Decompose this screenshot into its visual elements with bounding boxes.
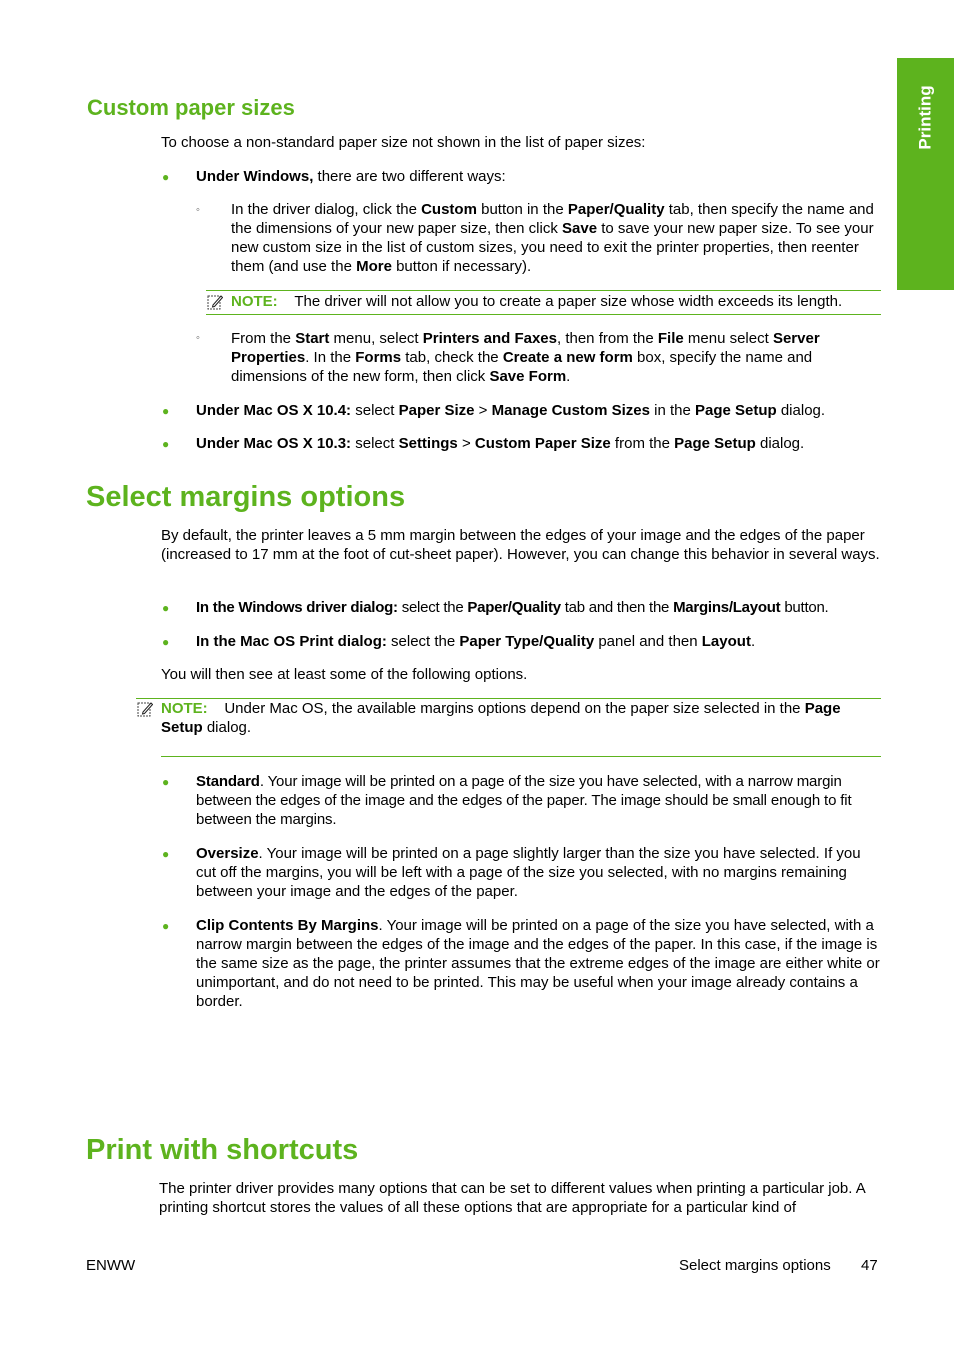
option-standard: Standard. Your image will be printed on a page of the size you have selected, with a narrow margin between the edges of the image and the edges of the paper. The image should be small enough to fit between the margins. xyxy=(196,773,852,828)
footer-section: Select margins options xyxy=(679,1257,831,1274)
footer-left: ENWW xyxy=(86,1257,136,1274)
heading-print-with-shortcuts: Print with shortcuts xyxy=(86,1134,359,1166)
heading-select-margins-options: Select margins options xyxy=(86,481,406,513)
note1: NOTE: The driver will not allow you to create a paper size whose width exceeds its length. xyxy=(231,293,843,310)
note2: NOTE: Under Mac OS, the available margins options depend on the paper size selected in the Page Setup dialog. xyxy=(161,700,841,736)
note1-top-rule xyxy=(206,290,881,291)
heading-custom-paper-sizes: Custom paper sizes xyxy=(87,95,295,120)
sub-bullet-icon: ◦ xyxy=(196,332,200,344)
footer-page-number: 47 xyxy=(861,1257,878,1274)
margins-after: You will then see at least some of the following options. xyxy=(161,666,528,683)
side-tab xyxy=(897,58,954,290)
custom-intro: To choose a non-standard paper size not shown in the list of paper sizes: xyxy=(161,134,646,151)
bullet-icon: ● xyxy=(162,635,170,649)
note1-bottom-rule xyxy=(206,314,881,315)
sub-bullet-driver-dialog: In the driver dialog, click the Custom button in the Paper/Quality tab, then specify the name and the dimensions of your new paper size, then click Save to save your new paper size. To see your new custom size in the list of custom sizes, you need to exit the printer properties, then reenter them (and use the More button if necessary). xyxy=(231,201,874,275)
bullet-icon: ● xyxy=(162,847,170,861)
option-oversize: Oversize. Your image will be printed on a page slightly larger than the size you have selected. If you cut off the margins, you will be left with a page of the size you selected, with no margins remaining between your image and the edges of the paper. xyxy=(196,845,861,900)
sub-bullet-start-menu: From the Start menu, select Printers and Faxes, then from the File menu select Server Properties. In the Forms tab, check the Create a new form box, specify the name and dimensions of the new form, then click Save Form. xyxy=(231,330,820,385)
bullet-mac-104: Under Mac OS X 10.4: select Paper Size > Manage Custom Sizes in the Page Setup dialog. xyxy=(196,402,826,419)
sub-bullet-icon: ◦ xyxy=(196,204,200,216)
shortcuts-intro: The printer driver provides many options that can be set to different values when printing a particular job. A printing shortcut stores the values of all these options that are appropriate for a particular kind of xyxy=(159,1180,865,1216)
note-icon xyxy=(137,701,153,717)
margins-intro: By default, the printer leaves a 5 mm margin between the edges of your image and the edges of the paper (increased to 17 mm at the foot of cut-sheet paper). However, you can change this behavior in several ways. xyxy=(161,527,880,563)
option-clip-contents: Clip Contents By Margins. Your image will be printed on a page of the size you have selected, with a narrow margin between the edges of the image and the edges of the paper. In this case, if the image is the same size as the page, the printer assumes that the extreme edges of the image are either white or unimportant, and do not need to be printed. This may be useful when your image already contains a border. xyxy=(196,917,880,1010)
note-icon xyxy=(207,294,223,310)
bullet-icon: ● xyxy=(162,437,170,451)
note2-bottom-rule xyxy=(161,756,881,757)
side-tab-label: Printing xyxy=(916,85,935,150)
bullet-icon: ● xyxy=(162,170,170,184)
bullet-windows-driver: In the Windows driver dialog: select the Paper/Quality tab and then the Margins/Layout button. xyxy=(196,599,829,616)
bullet-icon: ● xyxy=(162,919,170,933)
bullet-icon: ● xyxy=(162,601,170,615)
bullet-windows: Under Windows, there are two different ways: xyxy=(196,168,506,185)
bullet-icon: ● xyxy=(162,775,170,789)
bullet-icon: ● xyxy=(162,404,170,418)
bullet-mac-print: In the Mac OS Print dialog: select the Paper Type/Quality panel and then Layout. xyxy=(196,633,756,650)
bullet-mac-103: Under Mac OS X 10.3: select Settings > Custom Paper Size from the Page Setup dialog. xyxy=(196,435,805,452)
